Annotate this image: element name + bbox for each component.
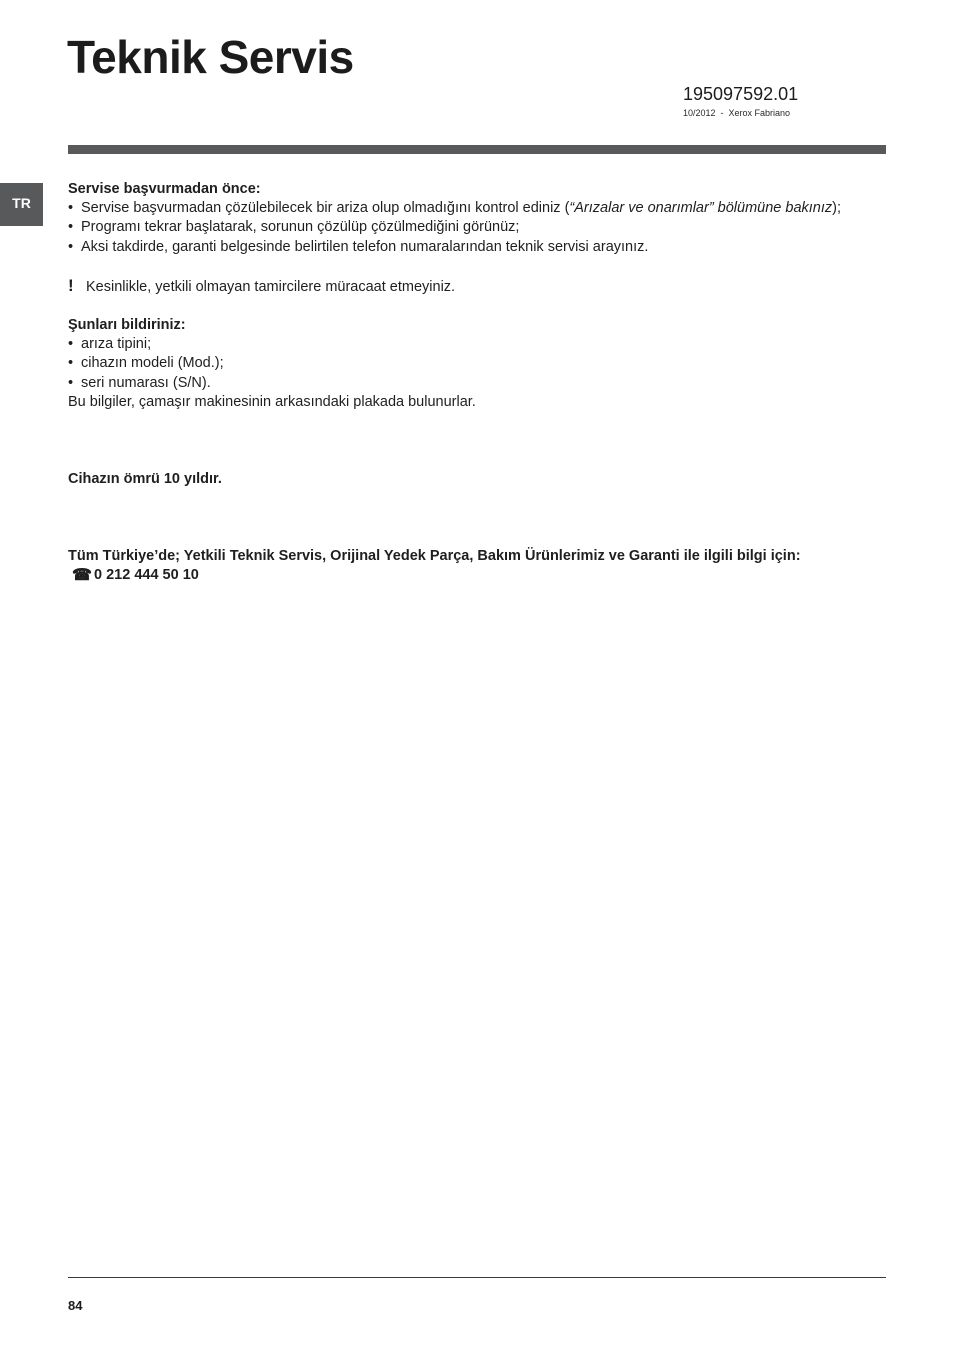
bullet-text-italic: “Arızalar ve onarımlar” bölümüne bakınız <box>569 200 833 217</box>
phone-icon: ☎ <box>72 567 92 585</box>
lifetime-statement: Cihazın ömrü 10 yıldır. <box>68 471 222 488</box>
section-heading-before-service: Servise başvurmadan önce: <box>68 181 261 197</box>
document-code: 195097592.01 <box>683 84 799 104</box>
phone-number: 0 212 444 50 10 <box>94 567 199 584</box>
warning-text: Kesinlikle, yetkili olmayan tamircilere müracaat etmeyiniz. <box>86 278 456 295</box>
list-item: • seri numarası (S/N). <box>68 374 898 393</box>
warning-note <box>68 276 898 297</box>
header-divider-bar <box>68 145 886 154</box>
exclamation-icon: ! <box>68 275 74 295</box>
language-tab-label: TR <box>12 194 31 211</box>
footer-divider <box>68 1277 886 1278</box>
page-title: Teknik Servis <box>67 31 354 83</box>
page-number: 84 <box>68 1298 83 1313</box>
language-tab <box>0 183 43 226</box>
list-item: • arıza tipini; <box>68 335 898 354</box>
contact-text: Tüm Türkiye’de; Yetkili Teknik Servis, Orijinal Yedek Parça, Bakım Ürünlerimiz ve Garanti ile ilgili bilgi için: <box>68 548 801 565</box>
list-item <box>68 199 898 218</box>
bullet-text-end: ); <box>832 200 842 217</box>
main-content <box>68 180 898 586</box>
phone-line <box>68 566 898 585</box>
section-heading-report: Şunları bildiriniz: <box>68 317 186 334</box>
document-meta: 10/2012 - Xerox Fabriano <box>683 108 791 118</box>
list-item: • Programı tekrar başlatarak, sorunun çözülüp çözülmediğini görünüz; <box>68 218 898 237</box>
list-item: • Aksi takdirde, garanti belgesinde belirtilen telefon numaralarından teknik servisi arayınız. <box>68 238 898 257</box>
info-note: Bu bilgiler, çamaşır makinesinin arkasındaki plakada bulunurlar. <box>68 393 476 410</box>
bullet-text: Servise başvurmadan çözülebilecek bir ariza olup olmadığını kontrol ediniz ( <box>81 200 570 217</box>
list-item: • cihazın modeli (Mod.); <box>68 354 898 373</box>
